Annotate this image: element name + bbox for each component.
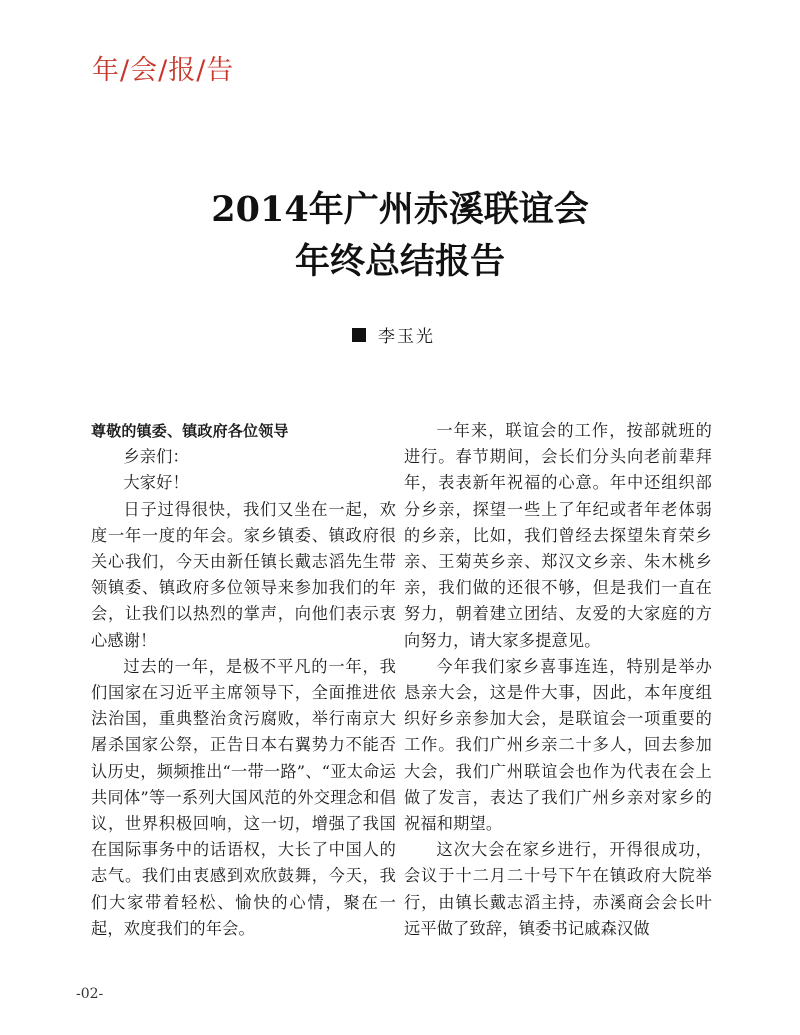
- paragraph: 一年来，联谊会的工作，按部就班的进行。春节期间，会长们分头向老前辈拜年，表表新年祝福的心意。年中还组织部分乡亲，探望一些上了年纪或者年老体弱的乡亲，比如，我们曾经去探望朱育荣乡亲、王菊英乡亲、郑汉文乡亲、朱木桃乡亲，我们做的还很不够，但是我们一直在努力，朝着建立团结、友爱的大家庭的方向努力，请大家多提意见。: [404, 421, 712, 650]
- paragraph: 大家好！: [123, 473, 189, 493]
- left-column: [91, 418, 396, 942]
- author-byline: [352, 322, 435, 347]
- section-label: 年/会/报/告: [92, 55, 235, 86]
- paragraph: 过去的一年，是极不平凡的一年，我们国家在习近平主席领导下，全面推进依法治国，重典整治贪污腐败，举行南京大屠杀国家公祭，正告日本右翼势力不能否认历史，频频推出“一带一路”、“亚太命运共同体”等一系列大国风范的外交理念和倡议，世界积极回响，这一切，增强了我国在国际事务中的话语权，大长了中国人的志气。我们由衷感到欢欣鼓舞，今天，我们大家带着轻松、愉快的心情，聚在一起，欢度我们的年会。: [91, 656, 396, 938]
- paragraph: 乡亲们：: [123, 447, 189, 467]
- square-bullet-icon: [352, 328, 366, 342]
- right-column: [404, 418, 712, 942]
- paragraph: 这次大会在家乡进行，开得很成功，会议于十二月二十号下午在镇政府大院举行，由镇长戴志滔主持，赤溪商会会长叶远平做了致辞，镇委书记戚森汉做: [404, 840, 712, 938]
- paragraph: 日子过得很快，我们又坐在一起，欢度一年一度的年会。家乡镇委、镇政府很关心我们，今天由新任镇长戴志滔先生带领镇委、镇政府多位领导来参加我们的年会，让我们以热烈的掌声，向他们表示衷心感谢！: [91, 499, 396, 650]
- title-line-1: 2014年广州赤溪联谊会: [211, 189, 589, 230]
- paragraph: 今年我们家乡喜事连连，特别是举办恳亲大会，这是件大事，因此，本年度组织好乡亲参加大会，是联谊会一项重要的工作。我们广州乡亲二十多人，回去参加大会，我们广州联谊会也作为代表在会上做了发言，表达了我们广州乡亲对家乡的祝福和期望。: [404, 656, 712, 834]
- title-line-2: 年终总结报告: [294, 241, 505, 282]
- salutation: 尊敬的镇委、镇政府各位领导: [91, 422, 289, 440]
- page-number: -02-: [76, 986, 104, 1002]
- article-title: [0, 184, 800, 288]
- author-name: 李玉光: [378, 327, 435, 347]
